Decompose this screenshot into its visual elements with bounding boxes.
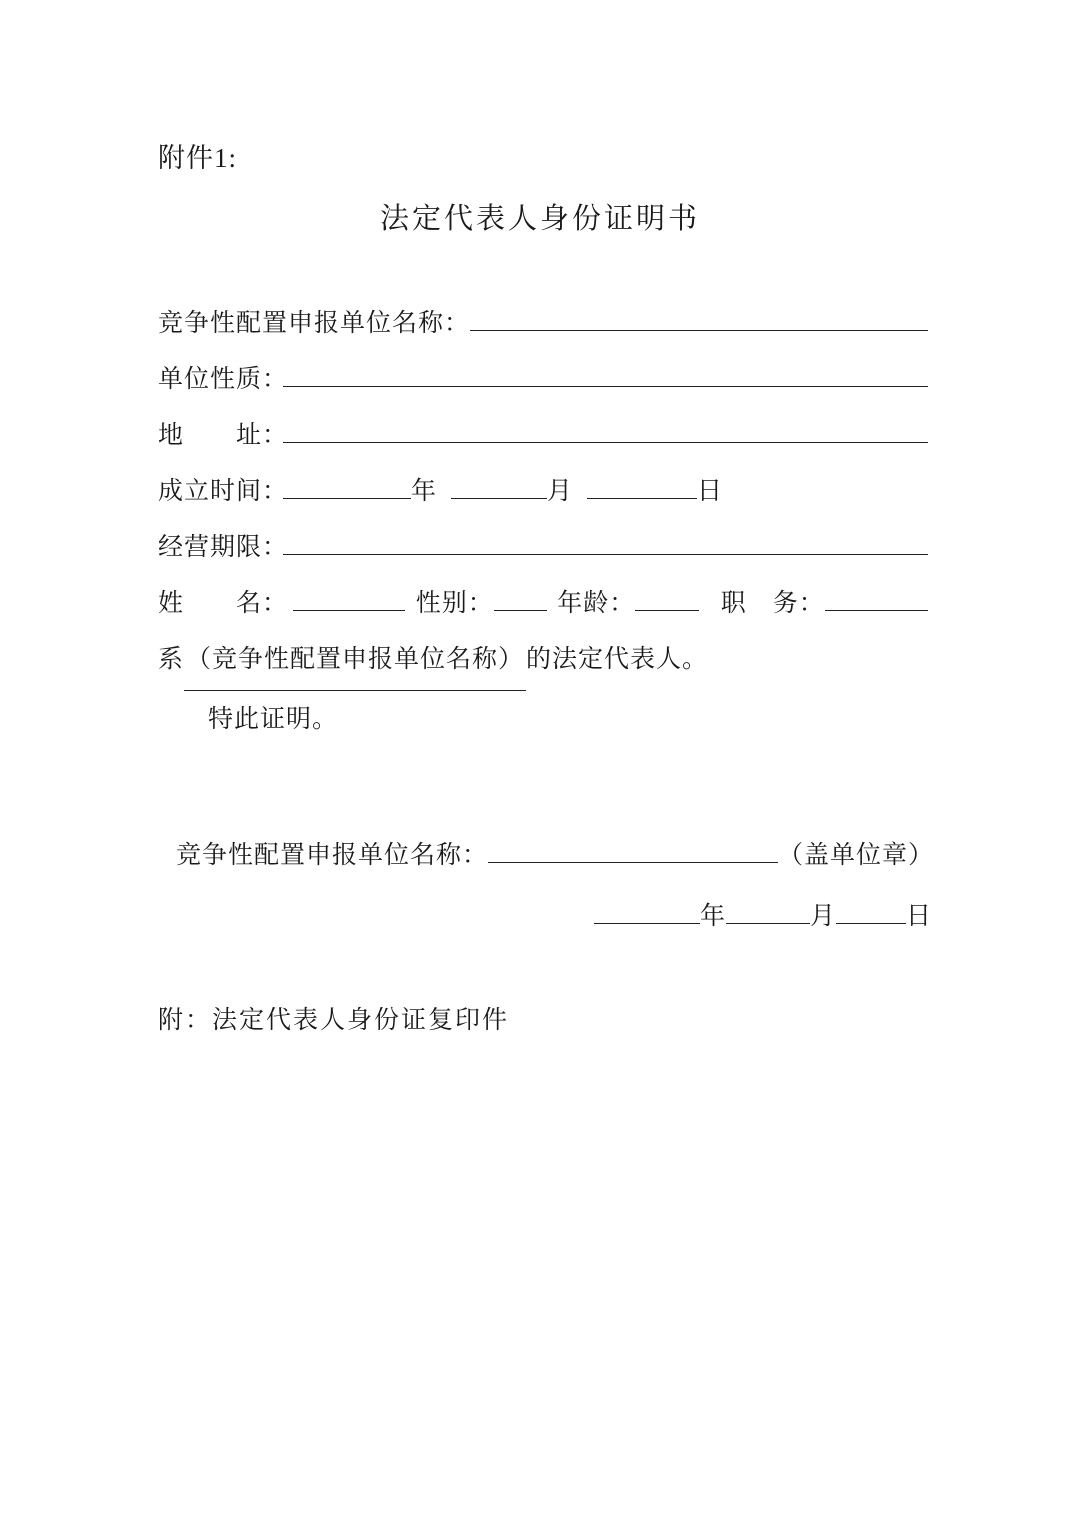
signature-input-day[interactable] [836, 897, 906, 924]
field-input-relation-unit-name[interactable]: （竞争性配置申报单位名称） [184, 632, 526, 691]
field-input-established-month[interactable] [451, 472, 547, 499]
signature-label-unit-name: 竞争性配置申报单位名称： [176, 842, 489, 869]
field-address [158, 408, 928, 464]
field-person-info [158, 576, 928, 632]
seal-note: （盖单位章） [778, 842, 935, 869]
form-body [158, 296, 928, 749]
field-input-unit-nature[interactable] [283, 360, 928, 387]
signature-unit-day: 日 [905, 903, 932, 930]
signature-date-row [176, 882, 936, 952]
field-input-operating-period[interactable] [283, 528, 928, 555]
relation-suffix: 的法定代表人。 [526, 646, 709, 673]
field-input-name[interactable] [293, 584, 405, 611]
field-input-established-day[interactable] [587, 472, 697, 499]
signature-block [176, 830, 936, 952]
unit-year: 年 [411, 478, 438, 505]
attachment-label: 附件1: [158, 143, 238, 173]
signature-input-unit-name[interactable] [488, 836, 778, 863]
signature-input-month[interactable] [726, 897, 810, 924]
signature-input-year[interactable] [594, 897, 700, 924]
field-label-name: 姓 名： [158, 590, 289, 617]
field-label-position: 职 务： [720, 590, 825, 617]
field-label-age: 年龄： [557, 590, 636, 617]
field-applicant-unit-name [158, 296, 928, 352]
field-input-gender[interactable] [494, 584, 547, 611]
unit-month: 月 [547, 478, 574, 505]
field-established-date [158, 464, 928, 520]
certify-text: 特此证明。 [208, 706, 339, 733]
field-input-established-year[interactable] [283, 472, 411, 499]
relation-prefix: 系 [158, 646, 185, 673]
field-label-operating-period: 经营期限： [158, 534, 289, 561]
signature-unit-year: 年 [699, 903, 726, 930]
field-input-address[interactable] [283, 416, 928, 443]
field-legal-representative-statement [158, 632, 928, 691]
field-label-applicant-unit-name: 竞争性配置申报单位名称： [158, 310, 471, 337]
field-label-gender: 性别： [415, 590, 494, 617]
field-operating-period [158, 520, 928, 576]
signature-unit-row [176, 830, 936, 882]
page-title: 法定代表人身份证明书 [379, 203, 700, 235]
footnote: 附：法定代表人身份证复印件 [158, 1007, 510, 1034]
field-input-position[interactable] [825, 584, 928, 611]
field-label-unit-nature: 单位性质： [158, 366, 289, 393]
field-input-applicant-unit-name[interactable] [470, 304, 928, 331]
field-label-address: 地 址： [158, 422, 289, 449]
signature-unit-month: 月 [809, 903, 836, 930]
unit-day: 日 [697, 478, 724, 505]
field-label-established: 成立时间： [158, 478, 289, 505]
field-unit-nature [158, 352, 928, 408]
field-input-age[interactable] [635, 584, 698, 611]
